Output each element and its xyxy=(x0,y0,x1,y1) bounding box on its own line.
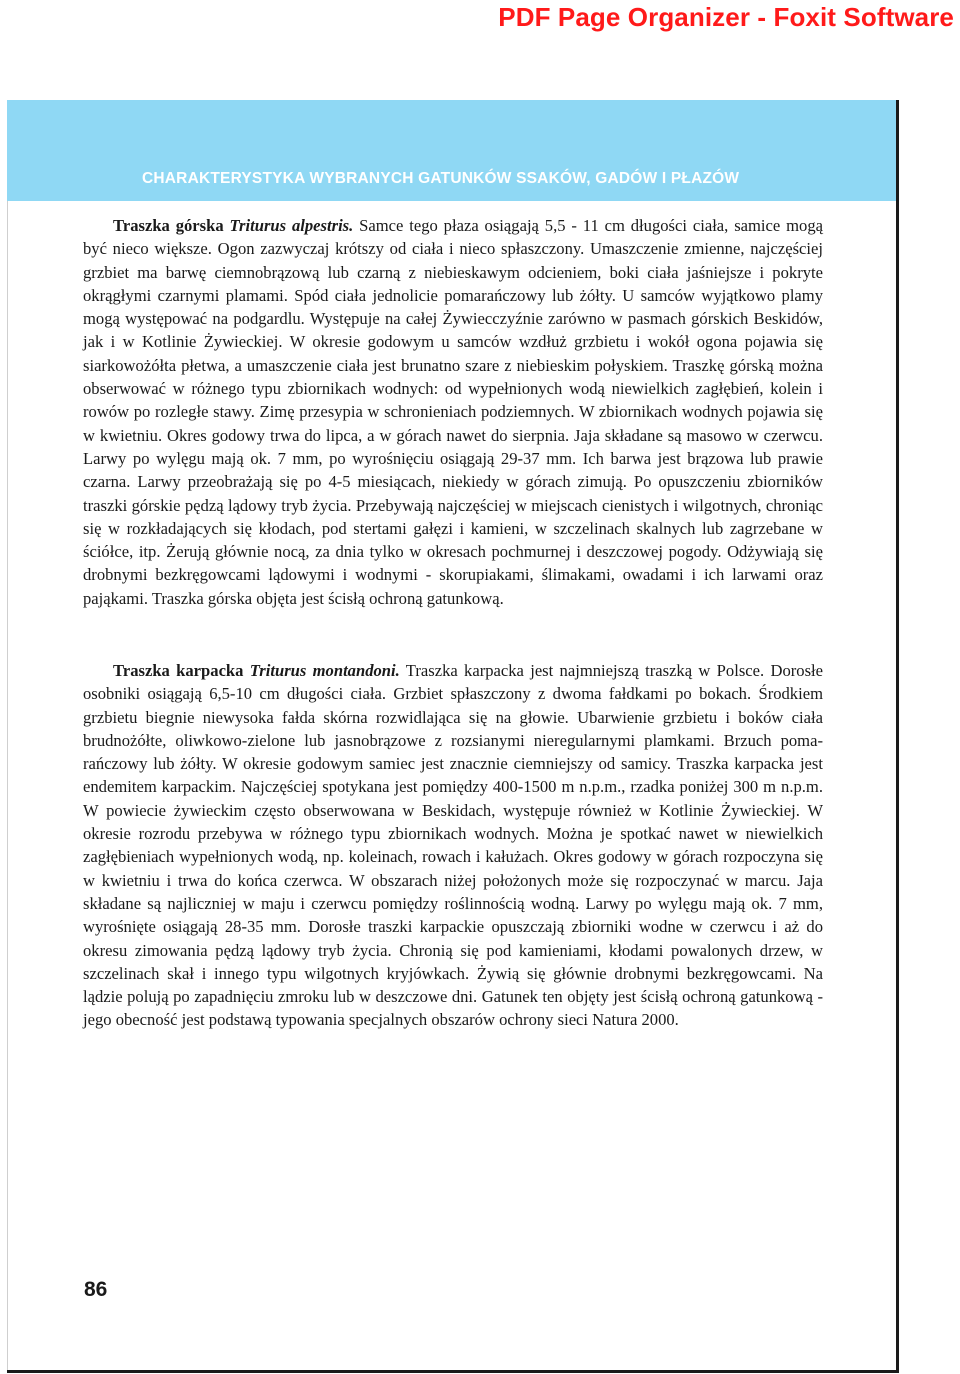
paragraph-traszka-gorska xyxy=(83,214,823,610)
paragraph-traszka-karpacka xyxy=(83,659,823,1032)
paragraph-text: Traszka karpacka jest najmniejszą traszką w Polsce. Dorosłe osobniki osiągają 6,5-10 cm długości ciała. Grzbiet spłaszczony z dwoma fałdkami po bokach. Środkiem grzbietu biegnie niewysoka fałda skórna rozwidlająca się na głowie. Ubarwienie grzbietu i boków ciała brudnożółte, oliwkowo-zielone lub jasnobrązowe z rozsianymi nieregularnymi plamkami. Brzuch pomarańczowy lub żółty. W okresie godowym samiec jest znacznie ciemniejszy od samicy. Traszka karpacka jest endemitem karpackim. Najczęściej spotykana jest pomiędzy 400-1500 m n.p.m., rzadka poniżej 300 m n.p.m. W powiecie żywieckim często obserwowana w Beskidach, występuje również w Kotlinie Żywieckiej. W okresie rozrodu przebywa w różnego typu zbiornikach wodnych. Można je spotkać nawet w niewielkich zagłębieniach wypełnionych wodą, np. koleinach, rowach i kałużach. Okres godowy w górach rozpoczyna się w kwietniu i trwa do końca czerwca. W obszarach niżej położonych może się rozpoczynać w marcu. Jaja składane są najliczniej w maju i czerwcu pomiędzy roślinnością wodną. Larwy po wylęgu mają ok. 7 mm, wyrośnięte osiągają 28-35 mm. Dorosłe traszki karpackie opuszczają zbiorniki wodne w czerwcu i aż do okresu zimowania pędzą lądowy tryb życia. Chronią się pod kamieniami, kłodami powalonych drzew, w szczelinach skał i innego typu wilgotnych kryjówkach. Żywią się głównie drobnymi bezkręgowcami. Na lądzie polują po zapadnięciu zmroku lub w deszczowe dni. Gatunek ten objęty jest ścisłą ochroną gatunkową - jego obecność jest podstawą typowania specjalnych obszarów ochrony sieci Natura 2000. xyxy=(83,661,823,1030)
species-name: Traszka górska xyxy=(113,216,230,235)
watermark-text: PDF Page Organizer - Foxit Software xyxy=(498,2,954,32)
page-border-bottom xyxy=(7,1370,899,1373)
page-number: 86 xyxy=(84,1278,108,1301)
page-border-right xyxy=(896,100,899,1373)
species-latin-name: Triturus alpestris. xyxy=(229,216,354,235)
paragraph-text: Samce tego płaza osiągają 5,5 - 11 cm długości ciała, samice mogą być nieco większe. Ogon zazwyczaj krótszy od ciała i nieco spłaszczony. Umaszczenie zmienne, najczęściej grzbiet ma barwę ciemnobrązową lub czarną z niebieskawym odcieniem, boki ciała jaśniejsze i pokryte okrągłymi czarnymi plamami. Spód ciała jednolicie pomarańczowy lub żółty. U samców wyjątkowo plamy mogą występować na podgardlu. Występuje na całej Żywiecczyźnie zarówno w pasmach górskich Beskidów, jak i w Kotlinie Żywieckiej. W okresie godowym u samców wzdłuż grzbietu i wokół ogona pojawia się siarkowożółta płetwa, a umaszczenie ciała jest brunatno szare z niebieskim połyskiem. Traszkę górską można obserwować w różnego typu zbiornikach wodnych: od wypełnionych wodą niewielkich zagłębień, kolein i rowów po rozległe stawy. Zimę przesypia w schronieniach podziemnych. W zbiornikach wodnych pojawia się w kwietniu. Okres godowy trwa do lipca, a w górach nawet do sierpnia. Jaja składane są masowo w czerwcu. Larwy po wylęgu mają ok. 7 mm, po wyrośnięciu osiągają 29-37 mm. Ich barwa jest brązowa lub prawie czarna. Larwy przeobrażają się po 4-5 miesiącach, niekiedy w górach zimują. Po opuszczeniu zbiorników traszki górskie pędzą lądowy tryb życia. Przebywają najczęściej w miejscach cienistych i wilgotnych, chroniąc się w rozkładających się kłodach, pod stertami gałęzi i kamieni, w szczelinach skalnych lub zagrzebane w ściółce, itp. Żerują głównie nocą, za dnia tylko w okresach pochmurnej i deszczowej pogody. Odżywiają się drobnymi bezkręgowcami lądowymi i wodnymi - skorupiakami, ślimakami, owadami i ich larwami oraz pająkami. Traszka górska objęta jest ścisłą ochroną gatunkową. xyxy=(83,216,823,608)
page-border-left xyxy=(7,201,8,1373)
species-latin-name: Triturus montandoni. xyxy=(249,661,400,680)
species-name: Traszka karpacka xyxy=(113,661,250,680)
chapter-header-title: CHARAKTERYSTYKA WYBRANYCH GATUNKÓW SSAKÓW, GADÓW I PŁAZÓW xyxy=(142,170,740,187)
